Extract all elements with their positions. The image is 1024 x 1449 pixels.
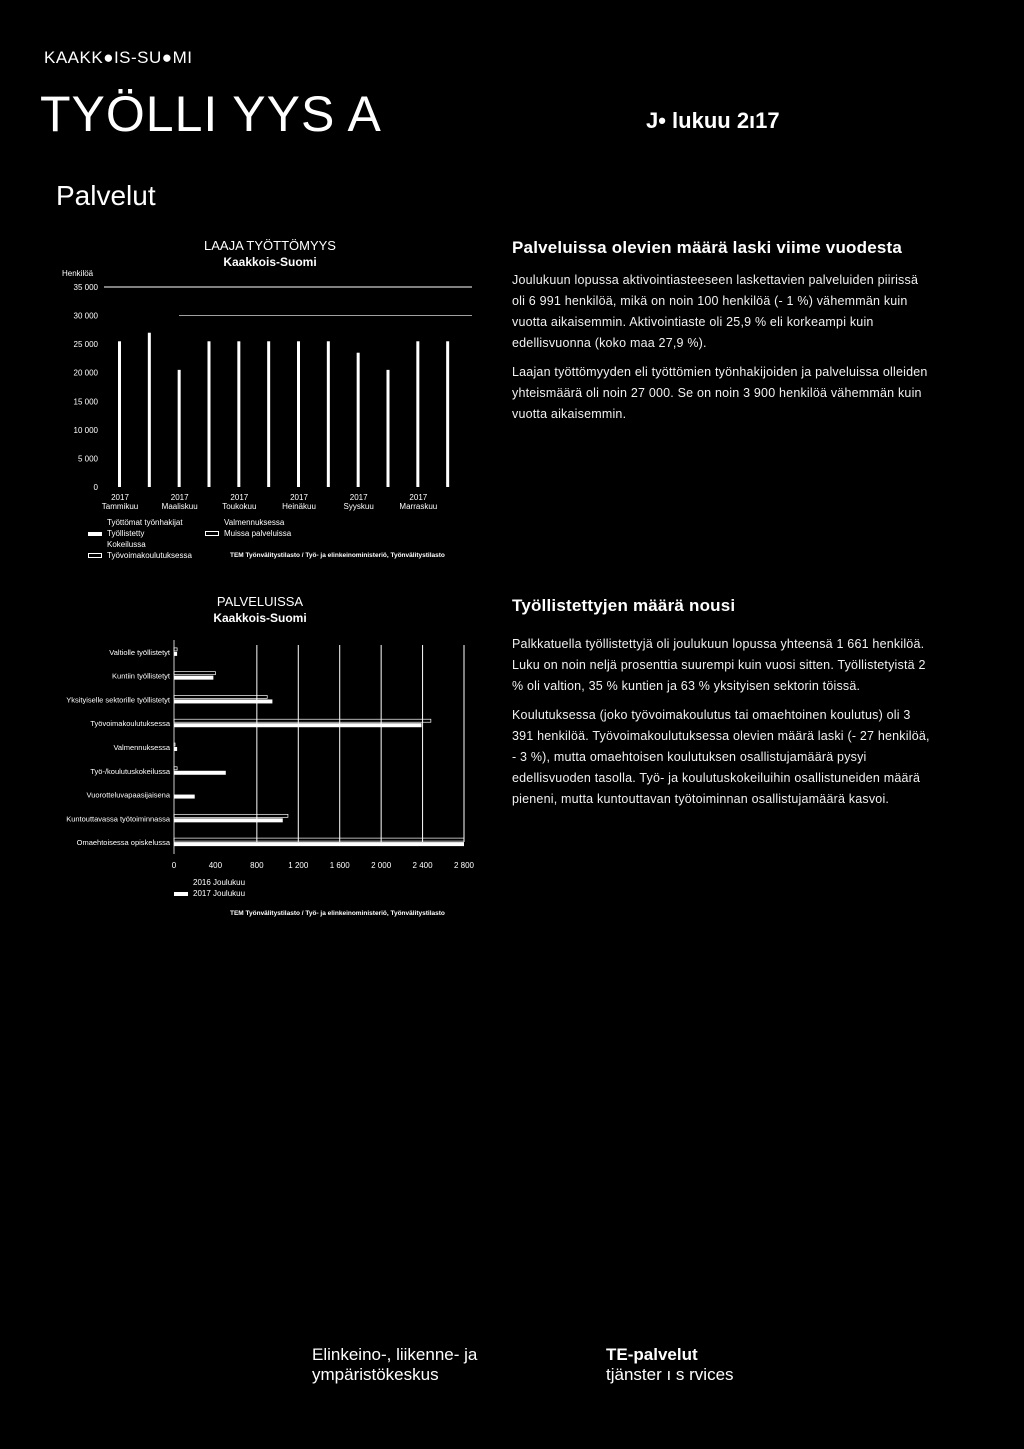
bar [416, 341, 419, 487]
legend-label: Työttömat työnhakijat [107, 518, 183, 527]
bar-2017 [174, 842, 464, 846]
category-label: Yksityiselle sektorille työllistetyt [66, 695, 170, 705]
te-logo-text [606, 1345, 734, 1385]
legend-item [174, 877, 245, 888]
chart1-legend-col2 [205, 517, 291, 539]
text1-paragraph-2: Laajan työttömyyden eli työttömien työnhakijoiden ja palveluissa olleiden yhteismäärä oli noin 27 000. Se on noin 3 900 henkilöä vähemmän kuin vuotta aikaisemmin. [512, 365, 928, 421]
legend-item [174, 888, 245, 899]
legend-item [88, 517, 192, 528]
category-label: Kuntouttavassa työtoiminnassa [66, 814, 170, 824]
bar-2017 [174, 652, 177, 656]
y-tick-label: 5 000 [77, 454, 98, 464]
te-line-2: tjänster ı s rvices [606, 1365, 734, 1384]
x-tick-label: 2 400 [412, 861, 433, 870]
legend-label: Muissa palveluissa [224, 529, 292, 538]
chart1-plot [40, 262, 480, 524]
te-line-1: TE-palvelut [606, 1345, 698, 1364]
category-label: Valtiolle työllistetyt [109, 647, 170, 657]
y-tick-label: 15 000 [73, 397, 98, 407]
x-tick-label: 1 200 [288, 861, 309, 870]
legend-swatch [88, 543, 102, 547]
chart2-source: TEM Työnvälitystilasto / Työ- ja elinkeinoministeriö, Työnvälitystilasto [230, 910, 445, 917]
x-tick-label: Marraskuu [399, 502, 438, 511]
section-title: Palvelut [56, 180, 156, 211]
legend-swatch [174, 892, 188, 896]
bar [267, 341, 270, 487]
legend-swatch [88, 532, 102, 536]
x-tick-label: 400 [208, 861, 223, 870]
legend-item [205, 528, 291, 539]
bar-2017 [174, 699, 272, 703]
bar-2017 [174, 795, 195, 799]
x-tick-label: 0 [171, 861, 177, 870]
bar [237, 341, 240, 487]
chart2-title-line2: Kaakkois-Suomi [213, 611, 307, 625]
legend-label: 2017 Joulukuu [193, 889, 246, 898]
x-tick-year: 2017 [349, 493, 368, 502]
category-label: Työvoimakoulutuksessa [90, 719, 170, 729]
chart1-y-unit: Henkilöä [62, 269, 94, 278]
x-tick-year: 2017 [111, 493, 129, 502]
chart1-title-line1: LAAJA TYÖTTÖMYYS [204, 238, 336, 253]
bar [297, 341, 300, 487]
ely-line-2: ympäristökeskus [312, 1365, 439, 1384]
bar-2016 [174, 695, 267, 698]
legend-label: 2016 Joulukuu [193, 878, 246, 887]
category-label: Työ-/koulutuskokeilussa [90, 766, 170, 776]
bar-2016 [174, 838, 464, 841]
text2-heading: Työllistettyjen määrä nousi [512, 596, 736, 615]
y-tick-label: 25 000 [73, 340, 98, 350]
bar [178, 370, 181, 487]
y-tick-label: 30 000 [73, 311, 98, 321]
bar [446, 341, 449, 487]
bar-2016 [174, 814, 288, 817]
legend-item [88, 550, 192, 561]
chart1-source: TEM Työnvälitystilasto / Työ- ja elinkeinoministeriö, Työnvälitystilasto [230, 552, 445, 559]
y-tick-label: 10 000 [73, 425, 98, 435]
y-tick-label: 20 000 [73, 368, 98, 378]
x-tick-label: 1 600 [329, 861, 350, 870]
legend-label: Valmennuksessa [224, 518, 285, 527]
legend-item [88, 528, 192, 539]
report-date: J• lukuu 2ı17 [646, 108, 780, 133]
bar-2016 [174, 743, 175, 746]
bar [357, 353, 360, 487]
page-title: TYÖLLI YYS A [40, 86, 382, 142]
chart1-legend [88, 517, 192, 561]
y-tick-label: 35 000 [73, 283, 98, 292]
bar-2017 [174, 818, 283, 822]
text2-paragraph-1: Palkkatuella työllistettyjä oli joulukuun lopussa yhteensä 1 661 henkilöä. Luku on noin neljä prosenttia suurempi kuin vuosi sitten. Työllistetyistä 2 % oli valtion, 35 % kuntien ja 63 % yksityisen sektorin töissä. [512, 637, 926, 693]
text2-paragraph-2: Koulutuksessa (joko työvoimakoulutus tai omaehtoinen koulutus) oli 3 391 henkilöä. Työvoimakoulutuksessa olevien määrä laski (- 27 henkilöä, - 3 %), mutta omaehtoisen koulutuksen osallistujamäärä pysyi edellisvuoden tasolla. Työ- ja koulutuskokeiluihin osallistuneiden määrä pieneni, mutta kuntouttavan työtoiminnan osallistujamäärä kasvoi. [512, 708, 930, 806]
legend-swatch [88, 553, 102, 558]
chart2-legend [174, 877, 245, 899]
chart2-plot [40, 632, 490, 872]
x-tick-year: 2017 [170, 493, 189, 502]
legend-label: Työvoimakoulutuksessa [107, 551, 192, 560]
category-label: Kuntiin työllistetyt [112, 671, 170, 681]
text1-heading: Palveluissa olevien määrä laski viime vuodesta [512, 238, 903, 257]
ely-line-1: Elinkeino-, liikenne- ja [312, 1345, 478, 1364]
bar [327, 341, 330, 487]
x-tick-label: Syyskuu [343, 502, 374, 511]
legend-item [88, 539, 192, 550]
chart2-title [190, 594, 330, 626]
legend-swatch [174, 881, 188, 885]
bar [208, 341, 211, 487]
bar-2017 [174, 771, 226, 775]
category-label: Vuorotteluvapaasijaisena [86, 790, 170, 800]
x-tick-year: 2017 [409, 493, 428, 502]
ely-logo-text [312, 1345, 477, 1385]
legend-item [205, 517, 291, 528]
legend-swatch [205, 531, 219, 536]
x-tick-label: 800 [250, 861, 264, 870]
x-tick-label: Maaliskuu [161, 502, 198, 511]
y-tick-label: 0 [93, 483, 98, 492]
bar-2016 [174, 648, 177, 651]
x-tick-label: 2 000 [371, 861, 392, 870]
x-tick-label: 2 800 [453, 861, 475, 870]
bar-2016 [174, 767, 177, 770]
legend-swatch [88, 521, 102, 525]
bar-2017 [174, 747, 177, 751]
x-tick-label: Toukokuu [222, 502, 257, 511]
bar [387, 370, 390, 487]
category-label: Valmennuksessa [113, 743, 170, 752]
bar-2017 [174, 723, 422, 727]
x-tick-year: 2017 [230, 493, 249, 502]
bar [148, 333, 151, 487]
region-label: KAAKK●IS-SU●MI [44, 48, 193, 67]
bar [118, 341, 121, 487]
bar-2017 [174, 676, 213, 680]
bar-2016 [174, 672, 215, 675]
legend-swatch [205, 521, 219, 525]
legend-label: Työllistetty [107, 529, 145, 538]
legend-label: Kokeilussa [107, 540, 146, 549]
x-tick-year: 2017 [290, 493, 308, 502]
chart1-title-line2: Kaakkois-Suomi [223, 255, 317, 269]
bar-2016 [174, 719, 431, 722]
x-tick-label: Heinäkuu [282, 502, 316, 511]
chart2-title-line1: PALVELUISSA [216, 594, 304, 609]
category-label: Omaehtoisessa opiskelussa [76, 838, 170, 848]
text1-paragraph-1: Joulukuun lopussa aktivointiasteeseen laskettavien palveluiden piirissä oli 6 991 henkilöä, mikä on noin 100 henkilöä (- 1 %) vähemmän kuin vuotta aikaisemmin. Aktivointiaste oli 25,9 % eli korkeampi kuin edellisvuonna (koko maa 27,9 %). [512, 273, 919, 350]
x-tick-label: Tammikuu [101, 502, 139, 511]
